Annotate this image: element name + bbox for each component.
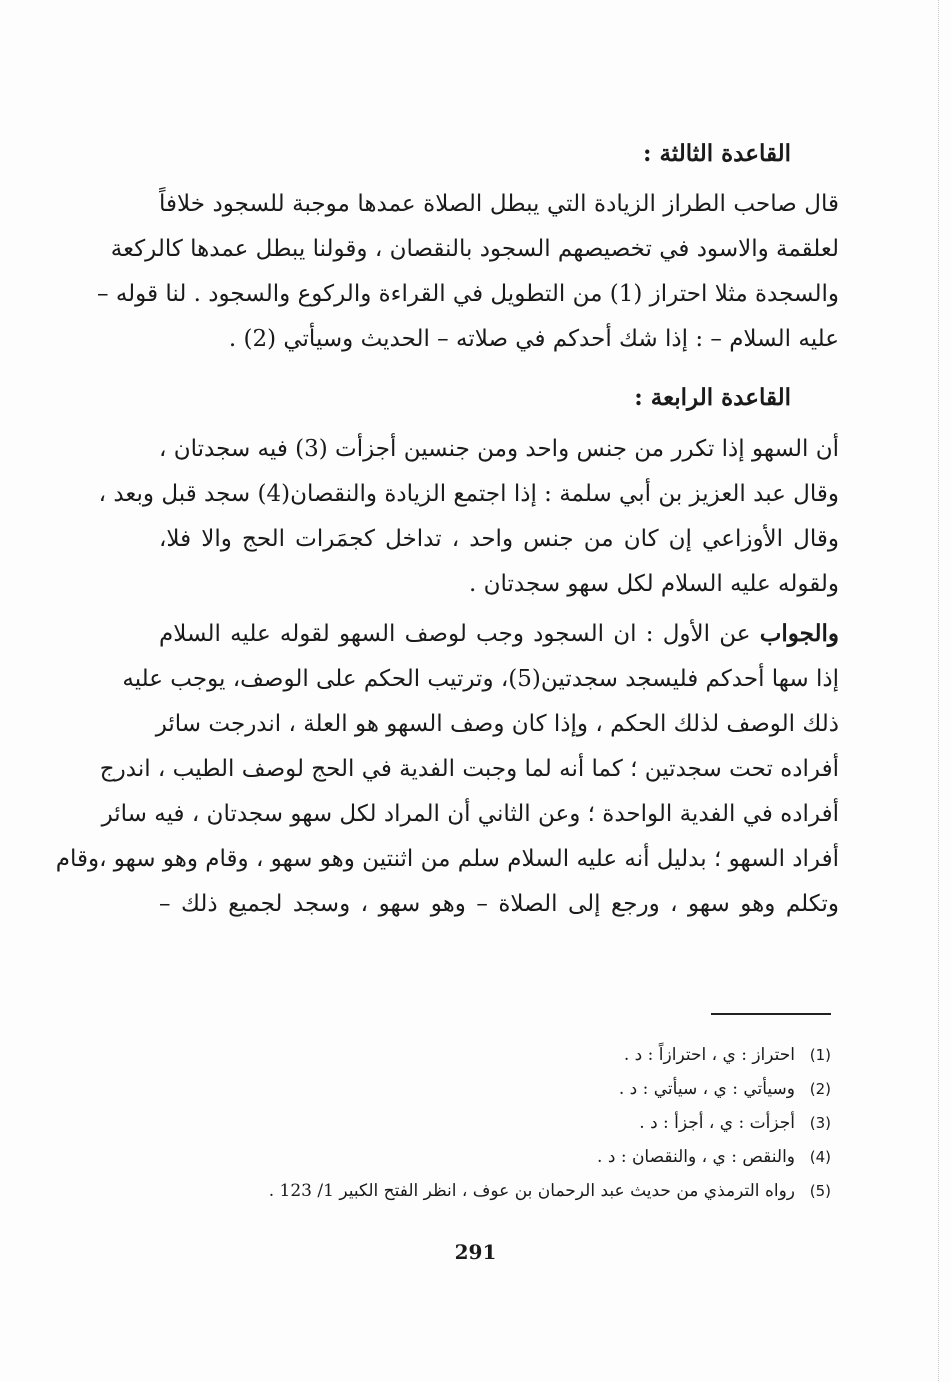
footnote-item: [151, 1040, 831, 1070]
footnote-number: (5): [809, 1182, 831, 1200]
paragraph1-line: قال صاحب الطراز الزيادة التي يبطل الصلاة عمدها موجبة للسجود خلافاً: [159, 191, 839, 217]
paragraph2-line: وقال عبد العزيز بن أبي سلمة : إذا اجتمع الزيادة والنقصان(4) سجد قبل وبعد ،: [98, 481, 839, 507]
footnote-number: (1): [809, 1046, 831, 1064]
paragraph1-line: عليه السلام – : إذا شك أحدكم في صلاته – الحديث وسيأتي (2) .: [228, 326, 839, 352]
page-edge-divider: [938, 0, 939, 1381]
page-number: 291: [454, 1240, 497, 1264]
footnote-number: (2): [809, 1080, 831, 1098]
footnote-item: [151, 1108, 831, 1138]
heading-third-rule: القاعدة الثالثة :: [642, 140, 791, 167]
footnote-text: وسيأتي : ي ، سيأتي : د .: [618, 1079, 795, 1099]
paragraph3-line: ذلك الوصف لذلك الحكم ، وإذا كان وصف السهو هو العلة ، اندرجت سائر: [155, 711, 839, 737]
footnote-item: [151, 1142, 831, 1172]
footnote-text: والنقص : ي ، والنقصان : د .: [597, 1147, 795, 1167]
footnote-number: (3): [809, 1114, 831, 1132]
paragraph3-first-line: [159, 614, 839, 654]
footnote-item: [151, 1074, 831, 1104]
footnote-text: أجزأت : ي ، أجزأ : د .: [639, 1113, 795, 1133]
paragraph2-line: وقال الأوزاعي إن كان من جنس واحد ، تداخل كجمَرات الحج والا فلا،: [159, 526, 839, 552]
paragraph3-line: أفراده في الفدية الواحدة ؛ وعن الثاني أن المراد لكل سهو سجدتان ، فيه سائر: [101, 801, 839, 827]
paragraph2-line: ولقوله عليه السلام لكل سهو سجدتان .: [468, 571, 839, 597]
paragraph1-line: والسجدة مثلا احتراز (1) من التطويل في القراءة والركوع والسجود . لنا قوله –: [97, 281, 839, 307]
paragraph3-line: عن الأول : ان السجود وجب لوصف السهو لقوله عليه السلام: [159, 621, 751, 647]
footnote-text: رواه الترمذي من حديث عبد الرحمان بن عوف ، انظر الفتح الكبير 1/ 123 .: [268, 1181, 795, 1201]
footnote-text: احتراز : ي ، احترازاً : د .: [623, 1045, 795, 1065]
answer-lead-word: والجواب: [759, 620, 839, 647]
footnote-separator: [711, 1013, 831, 1015]
footnote-item: [151, 1176, 831, 1206]
paragraph1-line: لعلقمة والاسود في تخصيصهم السجود بالنقصان ، وقولنا يبطل عمدها كالركعة: [110, 236, 839, 262]
heading-fourth-rule: القاعدة الرابعة :: [634, 384, 791, 411]
paragraph3-line: أفراد السهو ؛ بدليل أنه عليه السلام سلم من اثنتين وهو سهو ، وقام وهو سهو ،وقام: [55, 846, 839, 872]
paragraph2-line: أن السهو إذا تكرر من جنس واحد ومن جنسين أجزأت (3) فيه سجدتان ،: [159, 436, 839, 462]
footnote-number: (4): [809, 1148, 831, 1166]
paragraph3-line: أفراده تحت سجدتين ؛ كما أنه لما وجبت الفدية في الحج لوصف الطيب ، اندرج: [99, 756, 839, 782]
paragraph3-line: إذا سها أحدكم فليسجد سجدتين(5)، وترتيب الحكم على الوصف، يوجب عليه: [122, 666, 839, 692]
paragraph3-line: وتكلم وهو سهو ، ورجع إلى الصلاة – وهو سهو ، وسجد لجميع ذلك –: [159, 891, 839, 917]
